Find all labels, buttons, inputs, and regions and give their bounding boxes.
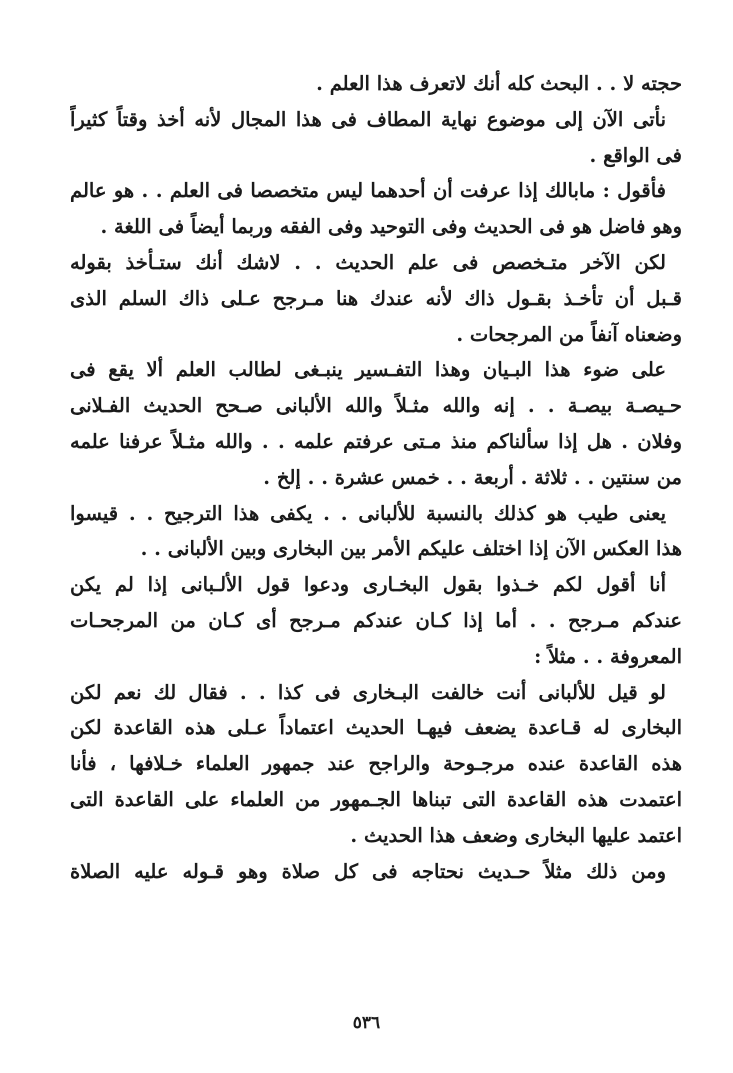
- page-number: ٥٣٦: [352, 1013, 381, 1033]
- text-line: هذا العكس الآن إذا اختلف عليكم الأمر بين البخارى وبين الألبانى . .: [140, 537, 682, 561]
- text-line: اعتمدت هذه القاعدة التى تبناها الجـمهور من العلماء على القاعدة التى: [70, 787, 682, 811]
- text-line: عندكم مـرجح . . أما إذا كـان عندكم مـرجح أى كـان من المرجحـات: [70, 608, 682, 632]
- text-line: لكن الآخر متـخصص فى علم الحديث . . لاشك أنك ستـأخذ بقوله: [70, 250, 666, 274]
- text-line: وضعناه آنفاً من المرجحات .: [456, 322, 682, 346]
- text-line: من سنتين . . ثلاثة . أربعة . . خمس عشرة . . إلخ .: [263, 465, 682, 489]
- text-line: وهو فاضل هو فى الحديث وفى التوحيد وفى الفقه وربما أيضاً فى اللغة .: [100, 215, 682, 239]
- text-line: فى الواقع .: [589, 143, 682, 167]
- text-line: هذه القاعدة عنده مرجـوحة والراجح عند جمهور العلماء خـلافها ، فأنا: [70, 752, 682, 776]
- text-line: وفلان . هل إذا سألناكم منذ مـتى عرفتم علمه . . والله مثـلاً عرفنا علمه: [70, 429, 682, 453]
- text-line: حجته لا . . البحث كله أنك لاتعرف هذا العلم .: [316, 72, 682, 95]
- text-line: فأقول : مابالك إذا عرفت أن أحدهما ليس متخصصا فى العلم . . هو عالم: [70, 179, 666, 203]
- text-line: قـبل أن تأخـذ بقـول ذاك لأنه عندك هنا مـرجح عـلى ذاك السلم الذى: [70, 286, 682, 310]
- body-text: [70, 66, 682, 889]
- text-line: المعروفة . . مثلاً :: [534, 644, 682, 668]
- text-line: يعنى طيب هو كذلك بالنسبة للألبانى . . يكفى هذا الترجيح . . قيسوا: [70, 501, 666, 525]
- text-line: على ضوء هذا البـيان وهذا التفـسير ينبـغى لطالب العلم ألا يقع فى: [70, 358, 666, 382]
- text-line: اعتمد عليها البخارى وضعف هذا الحديث .: [350, 823, 682, 847]
- text-line: البخارى له قـاعدة يضعف فيهـا الحديث اعتماداً عـلى هذه القاعدة لكن: [70, 716, 682, 740]
- text-line: لو قيل للألبانى أنت خالفت البـخارى فى كذا . . فقال لك نعم لكن: [70, 680, 666, 704]
- text-line: أنا أقول لكم خـذوا بقول البخـارى ودعوا قول الألـبانى إذا لم يكن: [70, 573, 666, 597]
- text-line: حـيصـة بيصـة . . إنه والله مثـلاً والله الألبانى صـحح الحديث الفـلانى: [70, 394, 682, 418]
- text-line: ومن ذلك مثلاً حـديث نحتاجه فى كل صلاة وهو قـوله عليه الصلاة: [70, 859, 666, 883]
- text-line: نأتى الآن إلى موضوع نهاية المطاف فى هذا المجال لأنه أخذ وقتاً كثيراً: [70, 107, 666, 131]
